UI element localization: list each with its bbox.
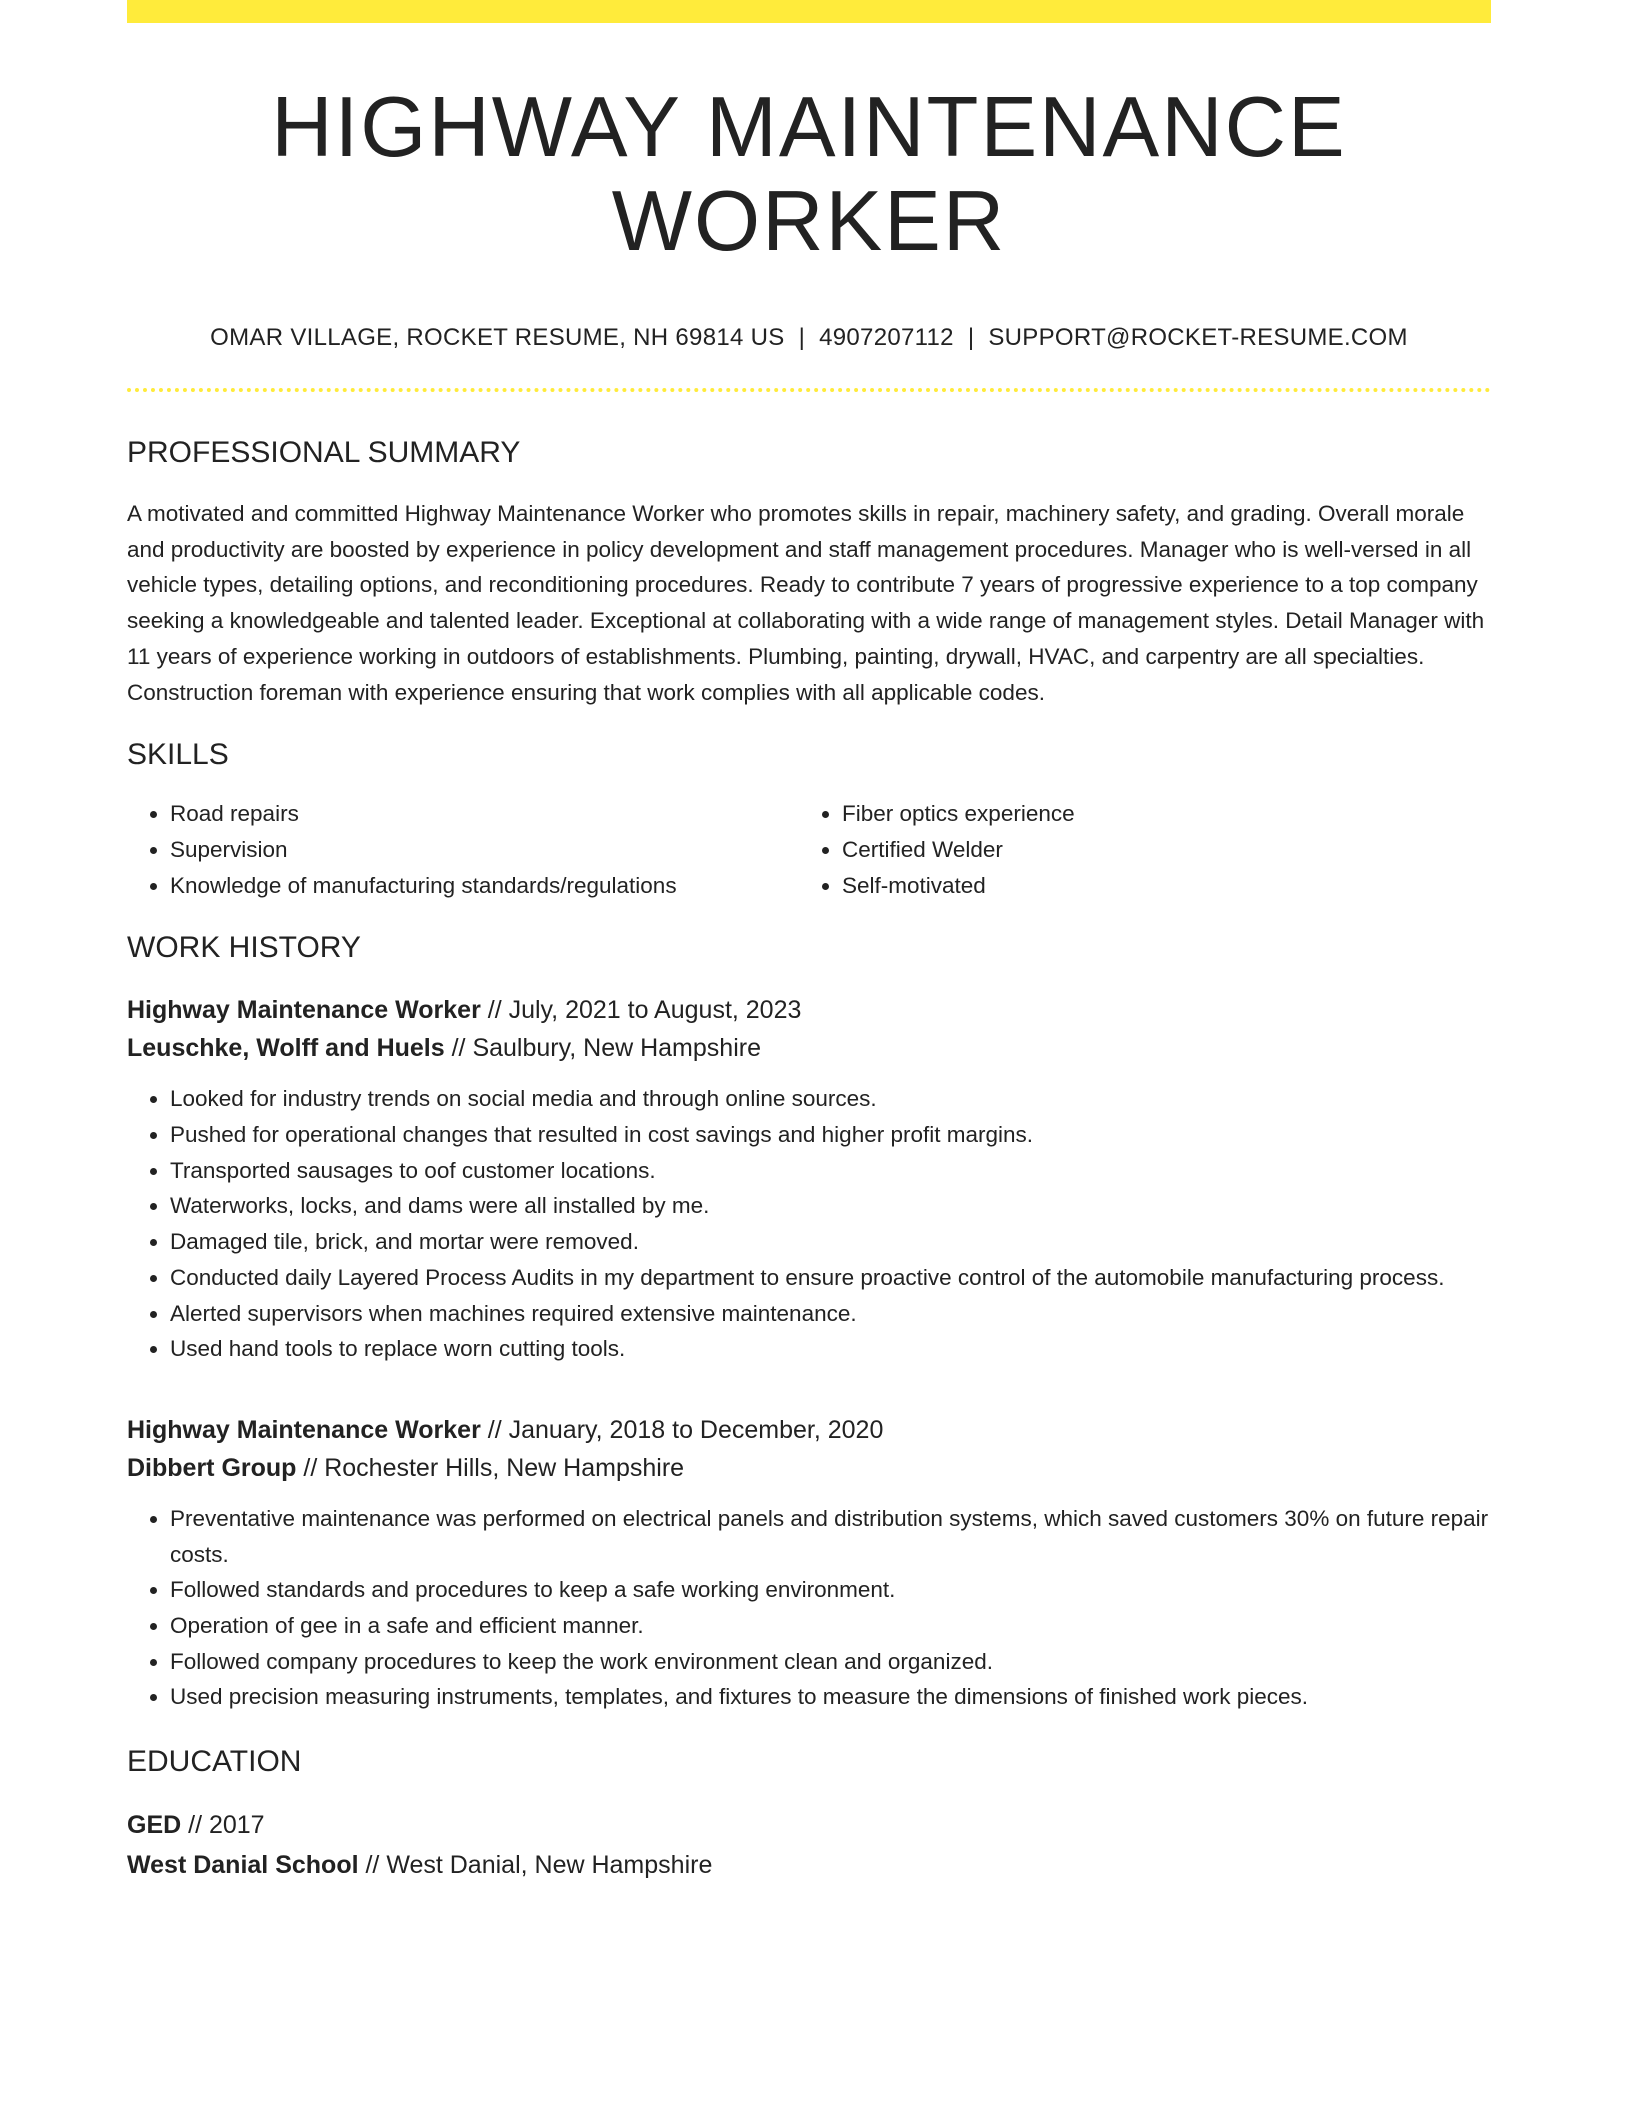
summary-paragraph: A motivated and committed Highway Maintenance Worker who promotes skills in repair, machinery safety, and grading. Overall morale and productivity are boosted by experience in policy development and staff management procedures. Manager who is well-versed in all vehicle types, detailing options, and reconditioning procedures. Ready to contribute 7 years of progressive experience to a top company seeking a knowledgeable and talented leader. Exceptional at collaborating with a wide range of management styles. Detail Manager with 11 years of experience working in outdoors of establishments. Plumbing, painting, drywall, HVAC, and carpentry are all specialties. Construction foreman with experience ensuring that work complies with all applicable codes. [127, 501, 1485, 705]
job-position: Highway Maintenance Worker [127, 1415, 481, 1444]
skill-item: • Knowledge of manufacturing standards/regulations [170, 868, 799, 904]
education-school-line [127, 1845, 1491, 1885]
job-location: // Saulbury, New Hampshire [444, 1034, 761, 1063]
job-duty: • Followed company procedures to keep the work environment clean and organized. [170, 1644, 1491, 1680]
job-entry [127, 1411, 1491, 1715]
work-history-heading: WORK HISTORY [127, 931, 361, 965]
accent-top-bar [127, 0, 1491, 23]
contact-email: SUPPORT@ROCKET-RESUME.COM [988, 324, 1408, 351]
skills-column-left [127, 796, 799, 903]
education-entry [127, 1805, 1491, 1885]
education-location: // West Danial, New Hampshire [358, 1851, 713, 1880]
job-duty: • Used hand tools to replace worn cutting tools. [170, 1331, 1491, 1367]
skill-item: • Certified Welder [842, 832, 1471, 868]
job-duty: • Waterworks, locks, and dams were all installed by me. [170, 1188, 1491, 1224]
skills-column-right [799, 796, 1471, 903]
job-duty: • Conducted daily Layered Process Audits in my department to ensure proactive control of the automobile manufacturing process. [170, 1260, 1491, 1296]
education-heading: EDUCATION [127, 1745, 302, 1779]
summary-heading: PROFESSIONAL SUMMARY [127, 436, 521, 469]
job-duties-list [127, 1501, 1491, 1715]
skill-item: • Road repairs [170, 796, 799, 832]
contact-separator: | [798, 324, 806, 351]
job-duty: • Used precision measuring instruments, templates, and fixtures to measure the dimensions of finished work pieces. [170, 1679, 1491, 1715]
skill-item: • Self-motivated [842, 868, 1471, 904]
job-company-line [127, 1029, 1491, 1067]
job-company-line [127, 1449, 1491, 1487]
job-location: // Rochester Hills, New Hampshire [296, 1453, 685, 1482]
skill-item: • Supervision [170, 832, 799, 868]
resume-name: HIGHWAY MAINTENANCE WORKER [271, 80, 1347, 269]
job-duty: • Damaged tile, brick, and mortar were removed. [170, 1224, 1491, 1260]
job-duty: • Pushed for operational changes that resulted in cost savings and higher profit margins. [170, 1117, 1491, 1153]
job-dates: // July, 2021 to August, 2023 [480, 996, 802, 1025]
job-duty: • Transported sausages to oof customer locations. [170, 1153, 1491, 1189]
job-duty: • Preventative maintenance was performed on electrical panels and distribution systems, which saved customers 30% on future repair costs. [170, 1501, 1491, 1572]
contact-address: OMAR VILLAGE, ROCKET RESUME, NH 69814 US [210, 324, 785, 351]
resume-page [127, 0, 1491, 1885]
education-school: West Danial School [127, 1851, 359, 1880]
education-degree: GED [127, 1811, 182, 1840]
skills-list [127, 796, 1491, 903]
job-company: Dibbert Group [127, 1453, 297, 1482]
skill-item: • Fiber optics experience [842, 796, 1471, 832]
job-title-line [127, 1411, 1491, 1449]
job-duty: • Operation of gee in a safe and efficient manner. [170, 1608, 1491, 1644]
job-duty: • Alerted supervisors when machines required extensive maintenance. [170, 1296, 1491, 1332]
dotted-divider [127, 388, 1491, 392]
contact-phone: 4907207112 [819, 324, 954, 351]
job-title-line [127, 991, 1491, 1029]
job-duty: • Looked for industry trends on social media and through online sources. [170, 1081, 1491, 1117]
job-company: Leuschke, Wolff and Huels [127, 1034, 445, 1063]
skills-heading: SKILLS [127, 738, 229, 772]
job-duty: • Followed standards and procedures to keep a safe working environment. [170, 1572, 1491, 1608]
education-year: // 2017 [181, 1811, 265, 1840]
job-duties-list [127, 1081, 1491, 1367]
job-dates: // January, 2018 to December, 2020 [480, 1415, 884, 1444]
job-position: Highway Maintenance Worker [127, 996, 481, 1025]
contact-separator: | [967, 324, 975, 351]
education-degree-line [127, 1805, 1491, 1845]
contact-line [127, 324, 1491, 352]
job-entry [127, 991, 1491, 1367]
